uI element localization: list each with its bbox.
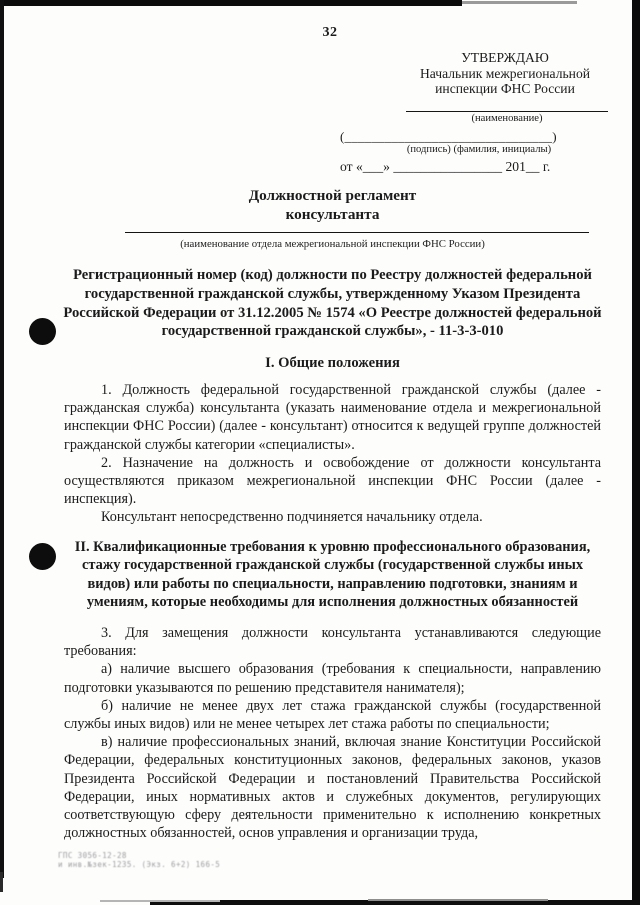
paragraph-3: Консультант непосредственно подчиняется начальнику отдела. [101, 509, 483, 526]
paragraph-2: 2. Назначение на должность и освобождение от должности консультанта осуществляются приказом межрегиональной инспекции ФНС России (далее - инспекция). [64, 454, 601, 508]
registration-paragraph: Регистрационный номер (код) должности по Реестру должностей федеральной государственной гражданской службы, утвержденному Указом Президента Российской Федерации от 31.12.2005 № 1574 «О Реестре должностей федеральной государственной гражданской службы», - 11-3-3-010 [63, 267, 602, 340]
paragraph-1: 1. Должность федеральной государственной гражданской службы (далее - гражданская служба) консультанта (указать наименование отдела и межрегиональной инспекции ФНС России) (далее - консультант) относится к ведущей группе должностей гражданской службы категории «специалисты». [64, 382, 601, 453]
scan-edge-left-tick [0, 872, 3, 892]
faint-print-line2: и инв.№зек-1235. (Экз. 6+2) 166-5 [58, 860, 221, 869]
section-2-heading: II. Квалификационные требования к уровню профессионального образования, стажу государственной гражданской службы (государственной службы иных видов) или работы по специальности, направлению подготовки, знаниям и умениям, которые необходимы для исполнения должностных обязанностей [74, 538, 591, 611]
document-title [64, 187, 601, 224]
scan-edge-bottom-gray2 [100, 900, 220, 902]
scan-edge-top-fade [462, 1, 577, 4]
scan-edge-right [632, 0, 640, 905]
punch-hole-top [29, 318, 56, 345]
approve-label: УТВЕРЖДАЮ [461, 50, 549, 65]
approver-title-line2: инспекции ФНС России [435, 81, 575, 97]
scan-edge-bottom-gray [368, 899, 548, 901]
document-title-line1: Должностной регламент [248, 187, 417, 204]
punch-hole-bottom [29, 543, 56, 570]
signature-blank-line: (_______________________________) [340, 128, 557, 144]
paragraph-6: б) наличие не менее двух лет стажа гражданской службы (государственной службы иных видов) или не менее четырех лет стажа работы по специальности; [64, 697, 601, 733]
title-underline-rule [125, 232, 589, 233]
title-caption: (наименование отдела межрегиональной инспекции ФНС России) [180, 238, 485, 250]
signature-caption: (подпись) (фамилия, инициалы) [406, 144, 552, 156]
date-blank-line: от «___» ________________ 201__ г. [340, 159, 551, 175]
paragraph-7: в) наличие профессиональных знаний, включая знание Конституции Российской Федерации, федеральных конституционных законов, федеральных законов, указов Президента Российской Федерации и постановлений Правительства Российской Федерации, иных нормативных актов и служебных документов, регулирующих соответствующую сферу деятельности применительно к исполнению конкретных должностных обязанностей, основ управления и организации труда, [64, 734, 601, 842]
paragraph-5: а) наличие высшего образования (требования к специальности, направлению подготовки указываются по решению представителя нанимателя); [64, 661, 601, 696]
document-body [64, 381, 601, 842]
name-blank-line [406, 111, 608, 112]
approval-block [340, 50, 608, 175]
faint-print-note [58, 851, 220, 869]
name-caption: (наименование) [471, 112, 543, 124]
paragraph-4: 3. Для замещения должности консультанта устанавливаются следующие требования: [64, 625, 601, 660]
approver-title-line1: Начальник межрегиональной [419, 65, 591, 81]
faint-print-line1: ГПС 3056-12-28 [58, 851, 127, 860]
scan-edge-left [0, 0, 4, 878]
section-1-heading: I. Общие положения [265, 355, 400, 371]
document-title-line2: консультанта [285, 205, 380, 223]
page-number: 32 [322, 25, 338, 40]
scan-edge-top [0, 0, 462, 6]
